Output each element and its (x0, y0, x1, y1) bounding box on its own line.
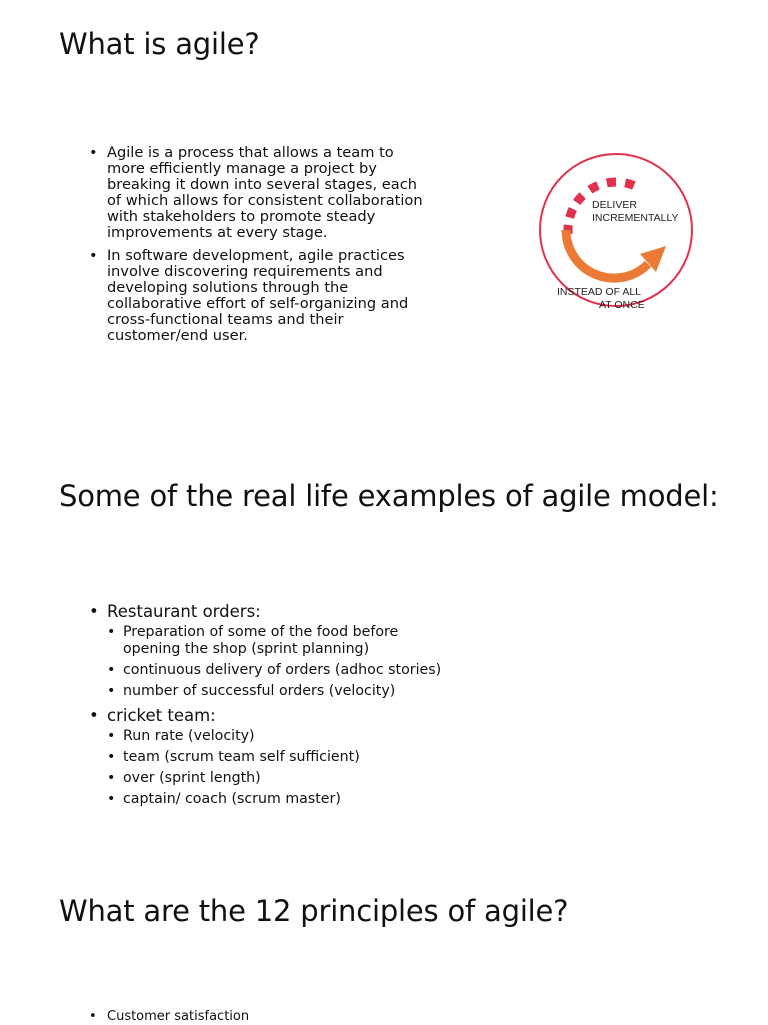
badge-text-line4: AT ONCE (599, 299, 645, 310)
group-label: Restaurant orders: (107, 602, 261, 621)
bullet-item: • Agile is a process that allows a team to more efficiently manage a project by breaking it down into several stages, each of which allows for consistent collaboration with stakeholders to promote steady improvements at every stage. (89, 145, 429, 241)
slide-title: Some of the real life examples of agile model: (59, 478, 719, 514)
slide-title: What are the 12 principles of agile? (59, 893, 568, 929)
badge-dash-segment (577, 195, 583, 202)
bullet-list (89, 602, 689, 814)
badge-text-line1: DELIVER (592, 199, 637, 211)
sub-bullet-item: • Preparation of some of the food before opening the shop (sprint planning) (107, 624, 453, 658)
badge-arrow (566, 230, 648, 278)
bullet-list (89, 1009, 489, 1025)
sub-bullet-list (107, 728, 689, 808)
bullet-item: • Customer satisfaction (89, 1009, 489, 1025)
deliver-incrementally-badge (536, 150, 696, 310)
bullet-group (89, 706, 689, 808)
badge-dash-segment (607, 182, 616, 183)
badge-text-line3: INSTEAD OF ALL (557, 286, 641, 298)
sub-bullet-item: • number of successful orders (velocity) (107, 683, 453, 700)
bullet-item: • In software development, agile practices involve discovering requirements and developing solutions through the collaborative effort of self-organizing and cross-functional teams and their customer/end user. (89, 248, 429, 344)
badge-dash-segment (625, 183, 634, 186)
badge-dash-segment (590, 186, 598, 190)
sub-bullet-item: • Run rate (velocity) (107, 728, 453, 745)
sub-bullet-item: • captain/ coach (scrum master) (107, 791, 453, 808)
badge-text-line2: INCREMENTALLY (592, 212, 679, 224)
sub-bullet-item: • over (sprint length) (107, 770, 453, 787)
sub-bullet-item: • continuous delivery of orders (adhoc stories) (107, 662, 483, 679)
group-label: cricket team: (107, 706, 216, 725)
bullet-group (89, 602, 689, 700)
sub-bullet-item: • team (scrum team self sufficient) (107, 749, 453, 766)
badge-dash-segment (570, 209, 573, 218)
slide-title: What is agile? (59, 26, 260, 62)
sub-bullet-list (107, 624, 689, 700)
bullet-list (89, 145, 429, 351)
